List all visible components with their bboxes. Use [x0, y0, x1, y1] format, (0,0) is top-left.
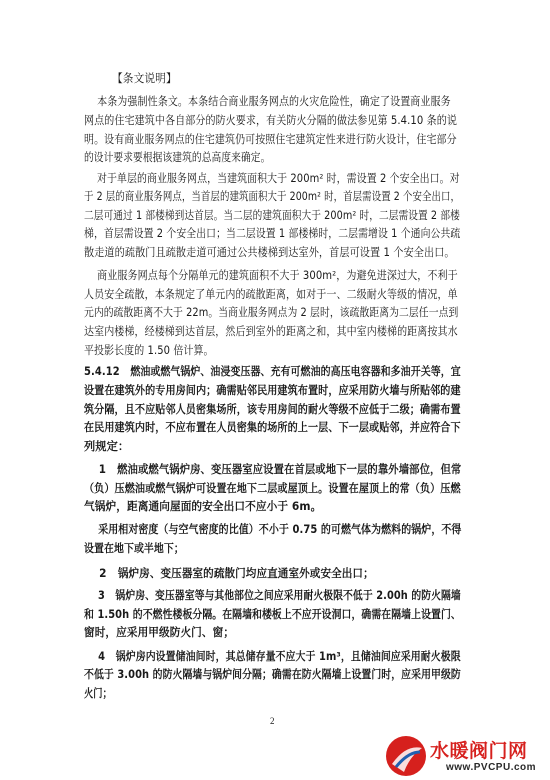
text-line: 设置在地下或半地下；	[84, 542, 184, 555]
text-line: 气锅炉，距离通向屋面的安全出口不应小于 6m。	[84, 500, 322, 513]
text-line: 不低于 3.00h 的防火隔墙与锅炉间分隔；确需在防火隔墙上设置门时，应采用甲级防	[84, 668, 461, 681]
text-line: 对于单层的商业服务网点，当建筑面积大于 200m² 时，需设置 2 个安全出口。对	[84, 172, 460, 185]
text-line: 火门；	[84, 687, 112, 700]
watermark	[384, 734, 550, 780]
text-line: 5.4.12 燃油或燃气锅炉、油浸变压器、充有可燃油的高压电容器和多油开关等，宜	[84, 365, 461, 378]
text-line: 散走道的疏散门且疏散走道可通过公共楼梯到达室外，首层可设置 1 个安全出口。	[84, 246, 455, 259]
text-line: 和 1.50h 的不燃性楼板分隔。在隔墙和楼板上不应开设洞口，确需在隔墙上设置门、	[84, 608, 461, 621]
text-line: 1 燃油或燃气锅炉房、变压器室应设置在首层或地下一层的靠外墙部位，但常	[84, 463, 462, 476]
text-line: 平投影长度的 1.50 倍计算。	[84, 344, 214, 357]
text-line: 本条为强制性条文。本条结合商业服务网点的火灾危险性，确定了设置商业服务	[84, 95, 451, 108]
text-line: 元内的疏散距离不大于 22m。当商业服务网点为 2 层时，该疏散距离为二层任一点到	[84, 306, 459, 319]
text-line: 2 锅炉房、变压器室的疏散门均应直通室外或安全出口；	[84, 567, 374, 580]
page-number: 2	[270, 716, 275, 726]
text-line: 商业服务网点每个分隔单元的建筑面积不大于 300m²，为避免进深过大，不利于	[84, 269, 458, 282]
text-line: 人员安全疏散，本条规定了单元内的疏散距离，如对于一、二级耐火等级的情况，单	[84, 288, 458, 301]
text-line: 【条文说明】	[112, 72, 177, 85]
text-line: 筑分隔，且不应贴邻人员密集场所，该专用房间的耐火等级不应低于二级；确需布置	[84, 403, 461, 416]
text-line: 在民用建筑内时，不应布置在人员密集的场所的上一层、下一层或贴邻，并应符合下	[84, 421, 461, 434]
text-line: 明。设有商业服务网点的住宅建筑仍可按照住宅建筑定性来进行防火设计，住宅部分	[84, 133, 457, 146]
text-line: 3 锅炉房、变压器室等与其他部位之间应采用耐火极限不低于 2.00h 的防火隔墙	[84, 589, 461, 602]
text-line: 设置在建筑外的专用房间内；确需贴邻民用建筑布置时，应采用防火墙与所贴邻的建	[84, 384, 461, 397]
watermark-name: 水暖阀门网	[430, 740, 528, 762]
text-line: 4 锅炉房内设置储油间时，其总储存量不应大于 1m³，且储油间应采用耐火极限	[84, 650, 461, 663]
text-line: 的设计要求要根据该建筑的总高度来确定。	[84, 151, 271, 164]
text-line: 窗时，应采用甲级防火门、窗；	[84, 626, 235, 639]
text-line: 达室内楼梯，经楼梯到达首层，然后到室外的距离之和，其中室内楼梯的距离按其水	[84, 325, 458, 338]
text-line: 于 2 层的商业服务网点，当首层的建筑面积大于 200m² 时，首层需设置 2 个安全出口，	[84, 190, 461, 203]
text-line: 梯，首层需设置 2 个安全出口；当二层设置 1 部楼梯时，二层需增设 1 个通向公共疏	[84, 227, 461, 240]
text-line: 二层可通过 1 部楼梯到达首层。当二层的建筑面积大于 200m² 时，二层需设置 2 部楼	[84, 209, 460, 222]
text-line: 网点的住宅建筑中各自部分的防火要求，有关防火分隔的做法参见第 5.4.10 条的说	[84, 114, 457, 127]
watermark-url: www.PVCPU.com	[446, 762, 537, 773]
text-line: 采用相对密度（与空气密度的比值）不小于 0.75 的可燃气体为燃料的锅炉，不得	[84, 523, 462, 536]
text-line: 列规定：	[84, 440, 130, 453]
pv-logo-icon	[384, 734, 428, 778]
text-line: （负）压燃油或燃气锅炉可设置在地下二层或屋顶上。设置在屋顶上的常（负）压燃	[84, 482, 461, 495]
